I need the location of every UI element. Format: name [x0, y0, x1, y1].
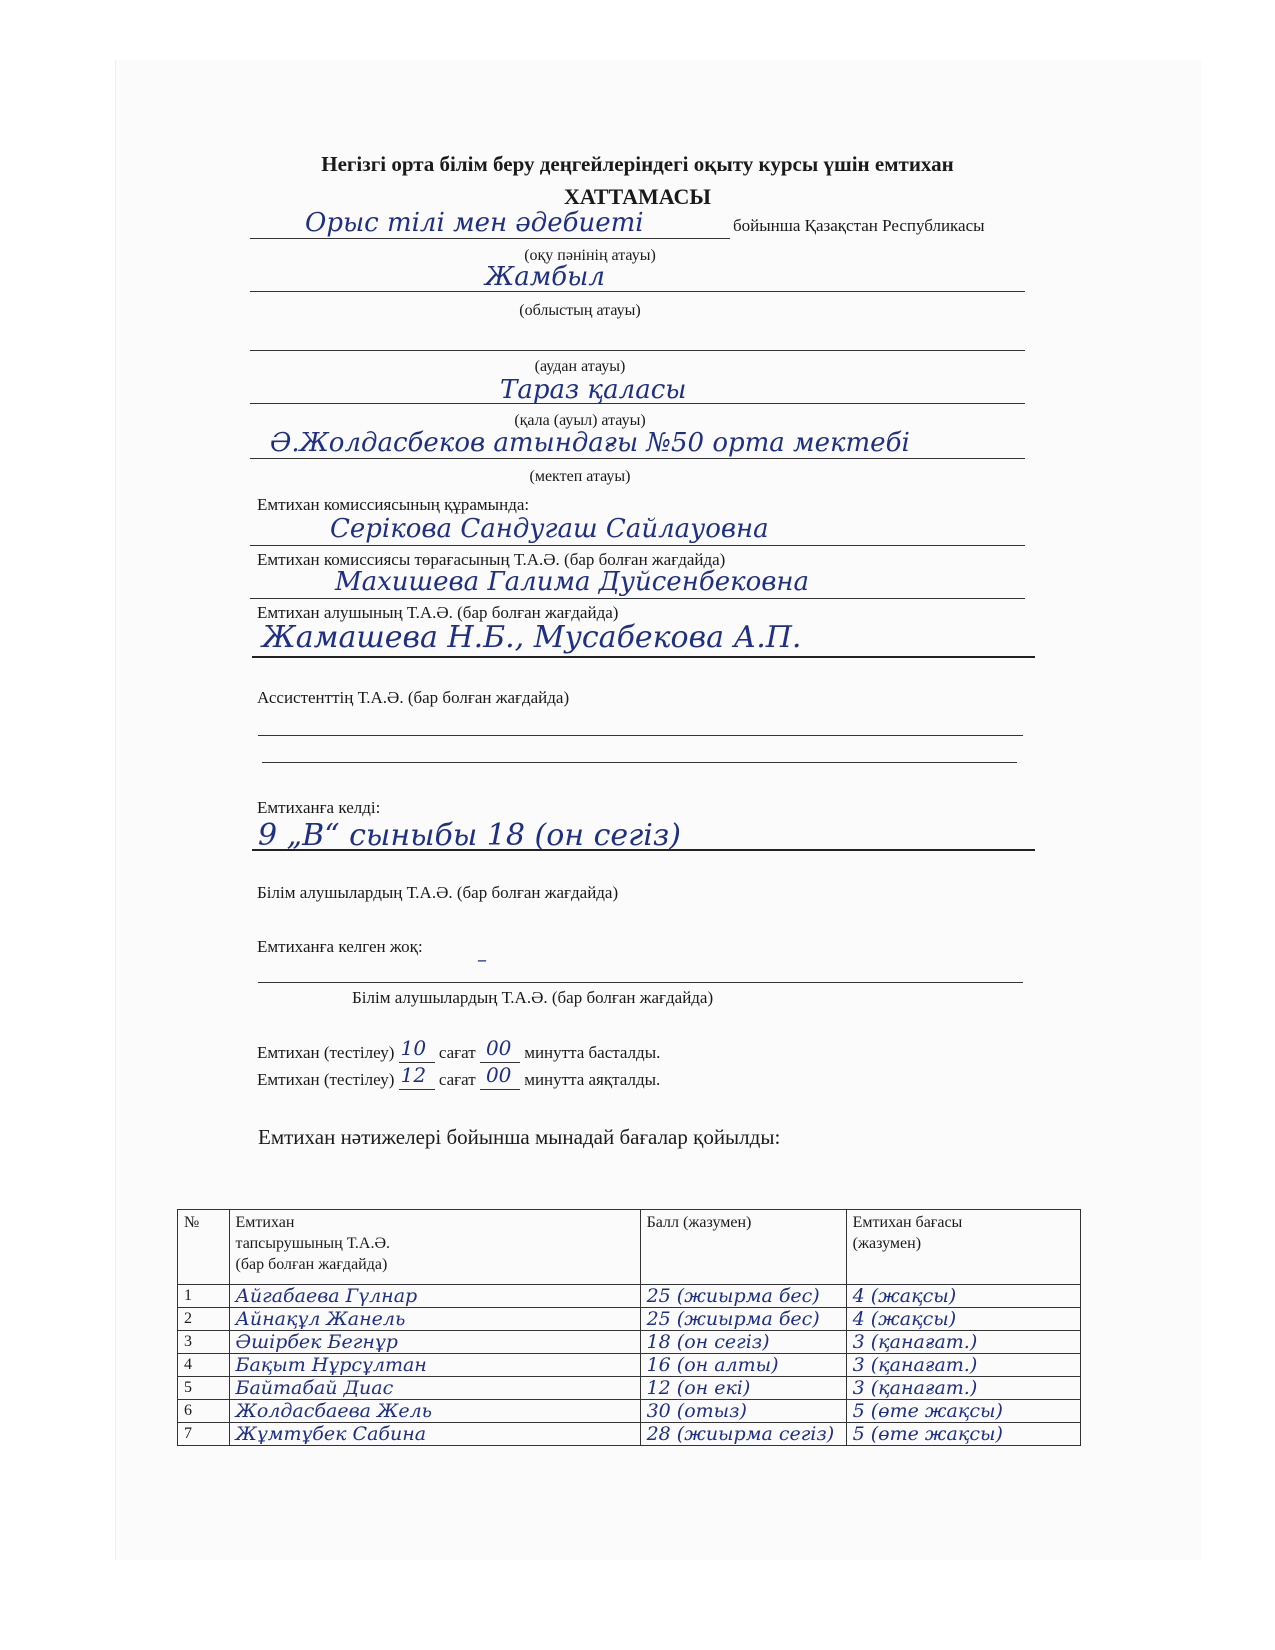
school-line [250, 458, 1025, 459]
subject-value: Орыс тілі мен әдебиеті [305, 208, 644, 238]
start-hour: 10 [400, 1036, 427, 1060]
row-num: 6 [178, 1400, 230, 1423]
examiner-line [250, 598, 1025, 599]
row-name: Айгабаева Гүлнар [229, 1285, 640, 1308]
assistants-line [252, 656, 1035, 658]
row-num: 3 [178, 1331, 230, 1354]
came-value: 9 „В“ сыныбы 18 (он сегіз) [258, 818, 681, 853]
end-hour-word: сағат [438, 1070, 476, 1089]
assistants-value: Жамашева Н.Б., Мусабекова А.П. [262, 620, 802, 655]
assistant-label: Ассистенттің Т.А.Ә. (бар болған жағдайда) [257, 688, 570, 707]
row-num: 7 [178, 1423, 230, 1446]
row-grade: 3 (қанағат.) [846, 1377, 1080, 1400]
header-num: № [178, 1210, 230, 1285]
absent-label: Емтиханға келген жоқ: [257, 937, 423, 956]
row-name: Жұмтұбек Сабина [229, 1423, 640, 1446]
city-value: Тараз қаласы [500, 375, 687, 405]
assistant-line-1 [258, 735, 1023, 736]
school-caption: (мектеп атауы) [529, 468, 631, 485]
row-score: 25 (жиырма бес) [640, 1308, 846, 1331]
chair-line [250, 545, 1025, 546]
row-name: Жолдасбаева Жель [229, 1400, 640, 1423]
examiner-value: Махишева Галима Дуйсенбековна [335, 567, 810, 597]
students-label: Білім алушылардың Т.А.Ә. (бар болған жағдайда) [257, 883, 619, 902]
end-hour: 12 [400, 1063, 427, 1087]
district-caption: (аудан атауы) [534, 358, 626, 375]
row-num: 4 [178, 1354, 230, 1377]
row-score: 28 (жиырма сегіз) [640, 1423, 846, 1446]
document-title-line1: Негізгі орта білім беру деңгейлеріндегі оқыту курсы үшін емтихан [321, 152, 954, 176]
row-num: 5 [178, 1377, 230, 1400]
table-row [178, 1423, 1081, 1446]
end-suffix: минутта аяқталды. [524, 1070, 661, 1089]
row-score: 18 (он сегіз) [640, 1331, 846, 1354]
subject-line [250, 238, 730, 239]
row-grade: 3 (қанағат.) [846, 1354, 1080, 1377]
results-table [177, 1209, 1081, 1446]
header-score: Балл (жазумен) [640, 1210, 846, 1285]
region-caption: (облыстың атауы) [519, 302, 641, 319]
table-row [178, 1400, 1081, 1423]
table-row [178, 1308, 1081, 1331]
row-num: 2 [178, 1308, 230, 1331]
start-prefix: Емтихан (тестілеу) [257, 1043, 395, 1062]
commission-label: Емтихан комиссиясының құрамында: [257, 495, 530, 514]
row-score: 16 (он алты) [640, 1354, 846, 1377]
row-grade: 5 (өте жақсы) [846, 1400, 1080, 1423]
row-score: 25 (жиырма бес) [640, 1285, 846, 1308]
row-grade: 4 (жақсы) [846, 1308, 1080, 1331]
row-name: Айнақұл Жанель [229, 1308, 640, 1331]
table-row [178, 1331, 1081, 1354]
header-name: Емтихан тапсырушының Т.А.Ә. (бар болған жағдайда) [229, 1210, 640, 1285]
row-score: 30 (отыз) [640, 1400, 846, 1423]
table-row [178, 1377, 1081, 1400]
assistant-line-2 [262, 762, 1017, 763]
header-grade: Емтихан бағасы (жазумен) [846, 1210, 1080, 1285]
end-time-row [257, 1063, 661, 1090]
document-title-line2: ХАТТАМАСЫ [563, 184, 712, 209]
row-name: Әшірбек Бегнұр [229, 1331, 640, 1354]
absent-caption: Білім алушылардың Т.А.Ә. (бар болған жағдайда) [352, 988, 714, 1007]
row-score: 12 (он екі) [640, 1377, 846, 1400]
region-line [250, 291, 1025, 292]
row-name: Байтабай Диас [229, 1377, 640, 1400]
city-caption: (қала (ауыл) атауы) [514, 412, 646, 429]
region-value: Жамбыл [485, 262, 605, 292]
absent-line [258, 982, 1023, 983]
school-value: Ә.Жолдасбеков атындағы №50 орта мектебі [270, 428, 910, 458]
absent-value: – [477, 947, 487, 971]
examiner-label: Емтихан алушының Т.А.Ә. (бар болған жағдайда) [257, 603, 619, 622]
start-min: 00 [485, 1036, 512, 1060]
end-min: 00 [485, 1063, 512, 1087]
end-prefix: Емтихан (тестілеу) [257, 1070, 395, 1089]
results-heading: Емтихан нәтижелері бойынша мынадай бағалар қойылды: [258, 1125, 781, 1149]
subject-suffix: бойынша Қазақстан Республикасы [733, 216, 985, 235]
table-row [178, 1285, 1081, 1308]
chair-value: Серікова Сандугаш Сайлауовна [330, 514, 769, 544]
table-row [178, 1354, 1081, 1377]
row-grade: 4 (жақсы) [846, 1285, 1080, 1308]
start-suffix: минутта басталды. [524, 1043, 661, 1062]
came-label: Емтиханға келді: [257, 798, 381, 817]
start-hour-word: сағат [438, 1043, 476, 1062]
district-line [250, 350, 1025, 351]
subject-caption: (оқу пәнінің атауы) [524, 247, 656, 264]
chair-label: Емтихан комиссиясы төрағасының Т.А.Ә. (бар болған жағдайда) [257, 550, 726, 569]
row-grade: 5 (өте жақсы) [846, 1423, 1080, 1446]
row-grade: 3 (қанағат.) [846, 1331, 1080, 1354]
row-num: 1 [178, 1285, 230, 1308]
start-time-row [257, 1036, 661, 1063]
results-header-row [178, 1210, 1081, 1285]
row-name: Бақыт Нұрсұлтан [229, 1354, 640, 1377]
